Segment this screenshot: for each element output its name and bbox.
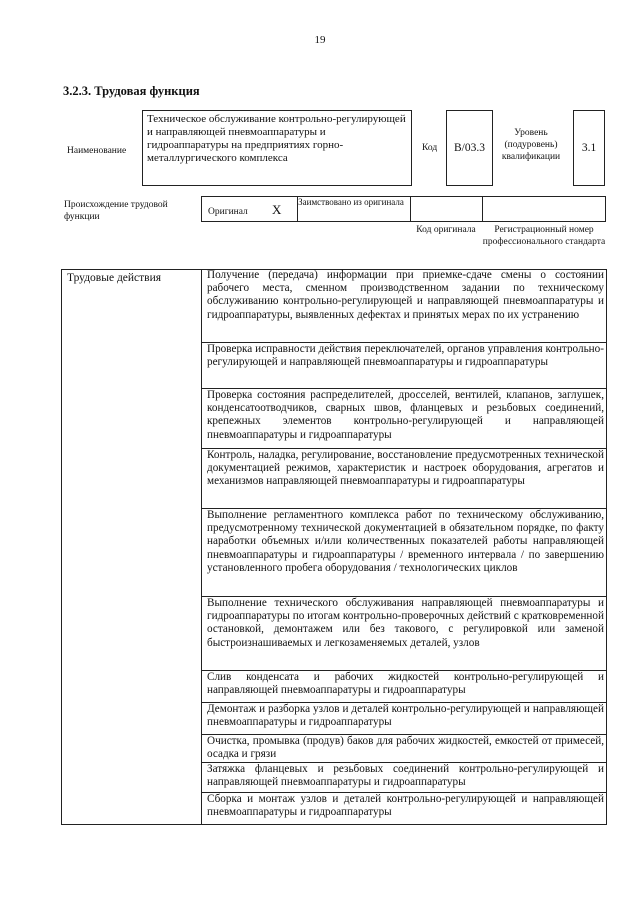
reg-number-caption: Регистрационный номер профессионального стандарта [482, 225, 606, 247]
original-mark: X [272, 202, 282, 217]
code-label: Код [422, 143, 438, 153]
section-title: 3.2.3. Трудовая функция [63, 84, 200, 98]
action-item: Проверка состояния распределителей, дросселей, вентилей, клапанов, заглушек, конденсатоотводчиков, сварных швов, фланцевых и резьбовых соединений, крепежных элементов контрольно-регулирующей и направляющей пневмоаппаратуры и гидроаппаратуры [202, 389, 607, 449]
action-item: Выполнение регламентного комплекса работ по техническому обслуживанию, предусмотренному технической документацией в обязательном порядке, по факту наработки объемных и/или количественных показателей работы направляющей пневмоаппаратуры и гидроаппаратуры / временного интервала / по завершению установленного пробега оборудования / технологических циклов [202, 509, 607, 597]
function-name-box: Техническое обслуживание контрольно-регулирующей и направляющей пневмоаппаратуры и гидроаппаратуры на предприятиях горно-металлургического комплекса [142, 110, 412, 186]
action-item: Слив конденсата и рабочих жидкостей контрольно-регулирующей и направляющей пневмоаппаратуры и гидроаппаратуры [202, 671, 607, 703]
action-item: Контроль, наладка, регулирование, восстановление предусмотренных технической документацией режимов, характеристик и настроек оборудования, агрегатов и механизмов направляющей пневмоаппаратуры и гидроаппаратуры [202, 449, 607, 509]
borrowed-label: Заимствовано из оригинала [298, 197, 404, 207]
actions-label: Трудовые действия [67, 272, 162, 284]
action-item: Демонтаж и разборка узлов и деталей контрольно-регулирующей и направляющей пневмоаппаратуры и гидроаппаратуры [202, 703, 607, 735]
code-original-caption: Код оригинала [416, 225, 476, 235]
page-number: 19 [314, 34, 326, 46]
action-item: Выполнение технического обслуживания направляющей пневмоаппаратуры и гидроаппаратуры по итогам контрольно-проверочных действий с кратковременной остановкой, демонтажем или без такового, с регулировкой или заменой быстроизнашиваемых и легкозаменяемых деталей, узлов [202, 597, 607, 671]
level-label: Уровень (подуровень) квалификации [501, 128, 561, 162]
action-item: Сборка и монтаж узлов и деталей контрольно-регулирующей и направляющей пневмоаппаратуры и гидроаппаратуры [207, 793, 604, 819]
name-label: Наименование [67, 146, 127, 156]
code-value: B/03.3 [446, 110, 493, 186]
origin-label: Происхождение трудовой функции [64, 200, 168, 222]
action-item: Затяжка фланцевых и резьбовых соединений контрольно-регулирующей и направляющей пневмоаппаратуры и гидроаппаратуры [202, 763, 607, 793]
original-label: Оригинал [208, 207, 248, 217]
action-item: Получение (передача) информации при приемке-сдаче смены о состоянии рабочего места, сменном производственном задании по техническому обслуживанию контрольно-регулирующей и направляющей пневмоаппаратуры и гидроаппаратуры, выявленных дефектах и принятых мерах по их устранению [202, 269, 607, 343]
action-item: Проверка исправности действия переключателей, органов управления контрольно-регулирующей и направляющей пневмоаппаратуры и гидроаппаратуры [202, 343, 607, 389]
actions-list [201, 269, 607, 825]
action-item: Очистка, промывка (продув) баков для рабочих жидкостей, емкостей от примесей, осадка и грязи [202, 735, 607, 763]
level-value: 3.1 [573, 110, 605, 186]
